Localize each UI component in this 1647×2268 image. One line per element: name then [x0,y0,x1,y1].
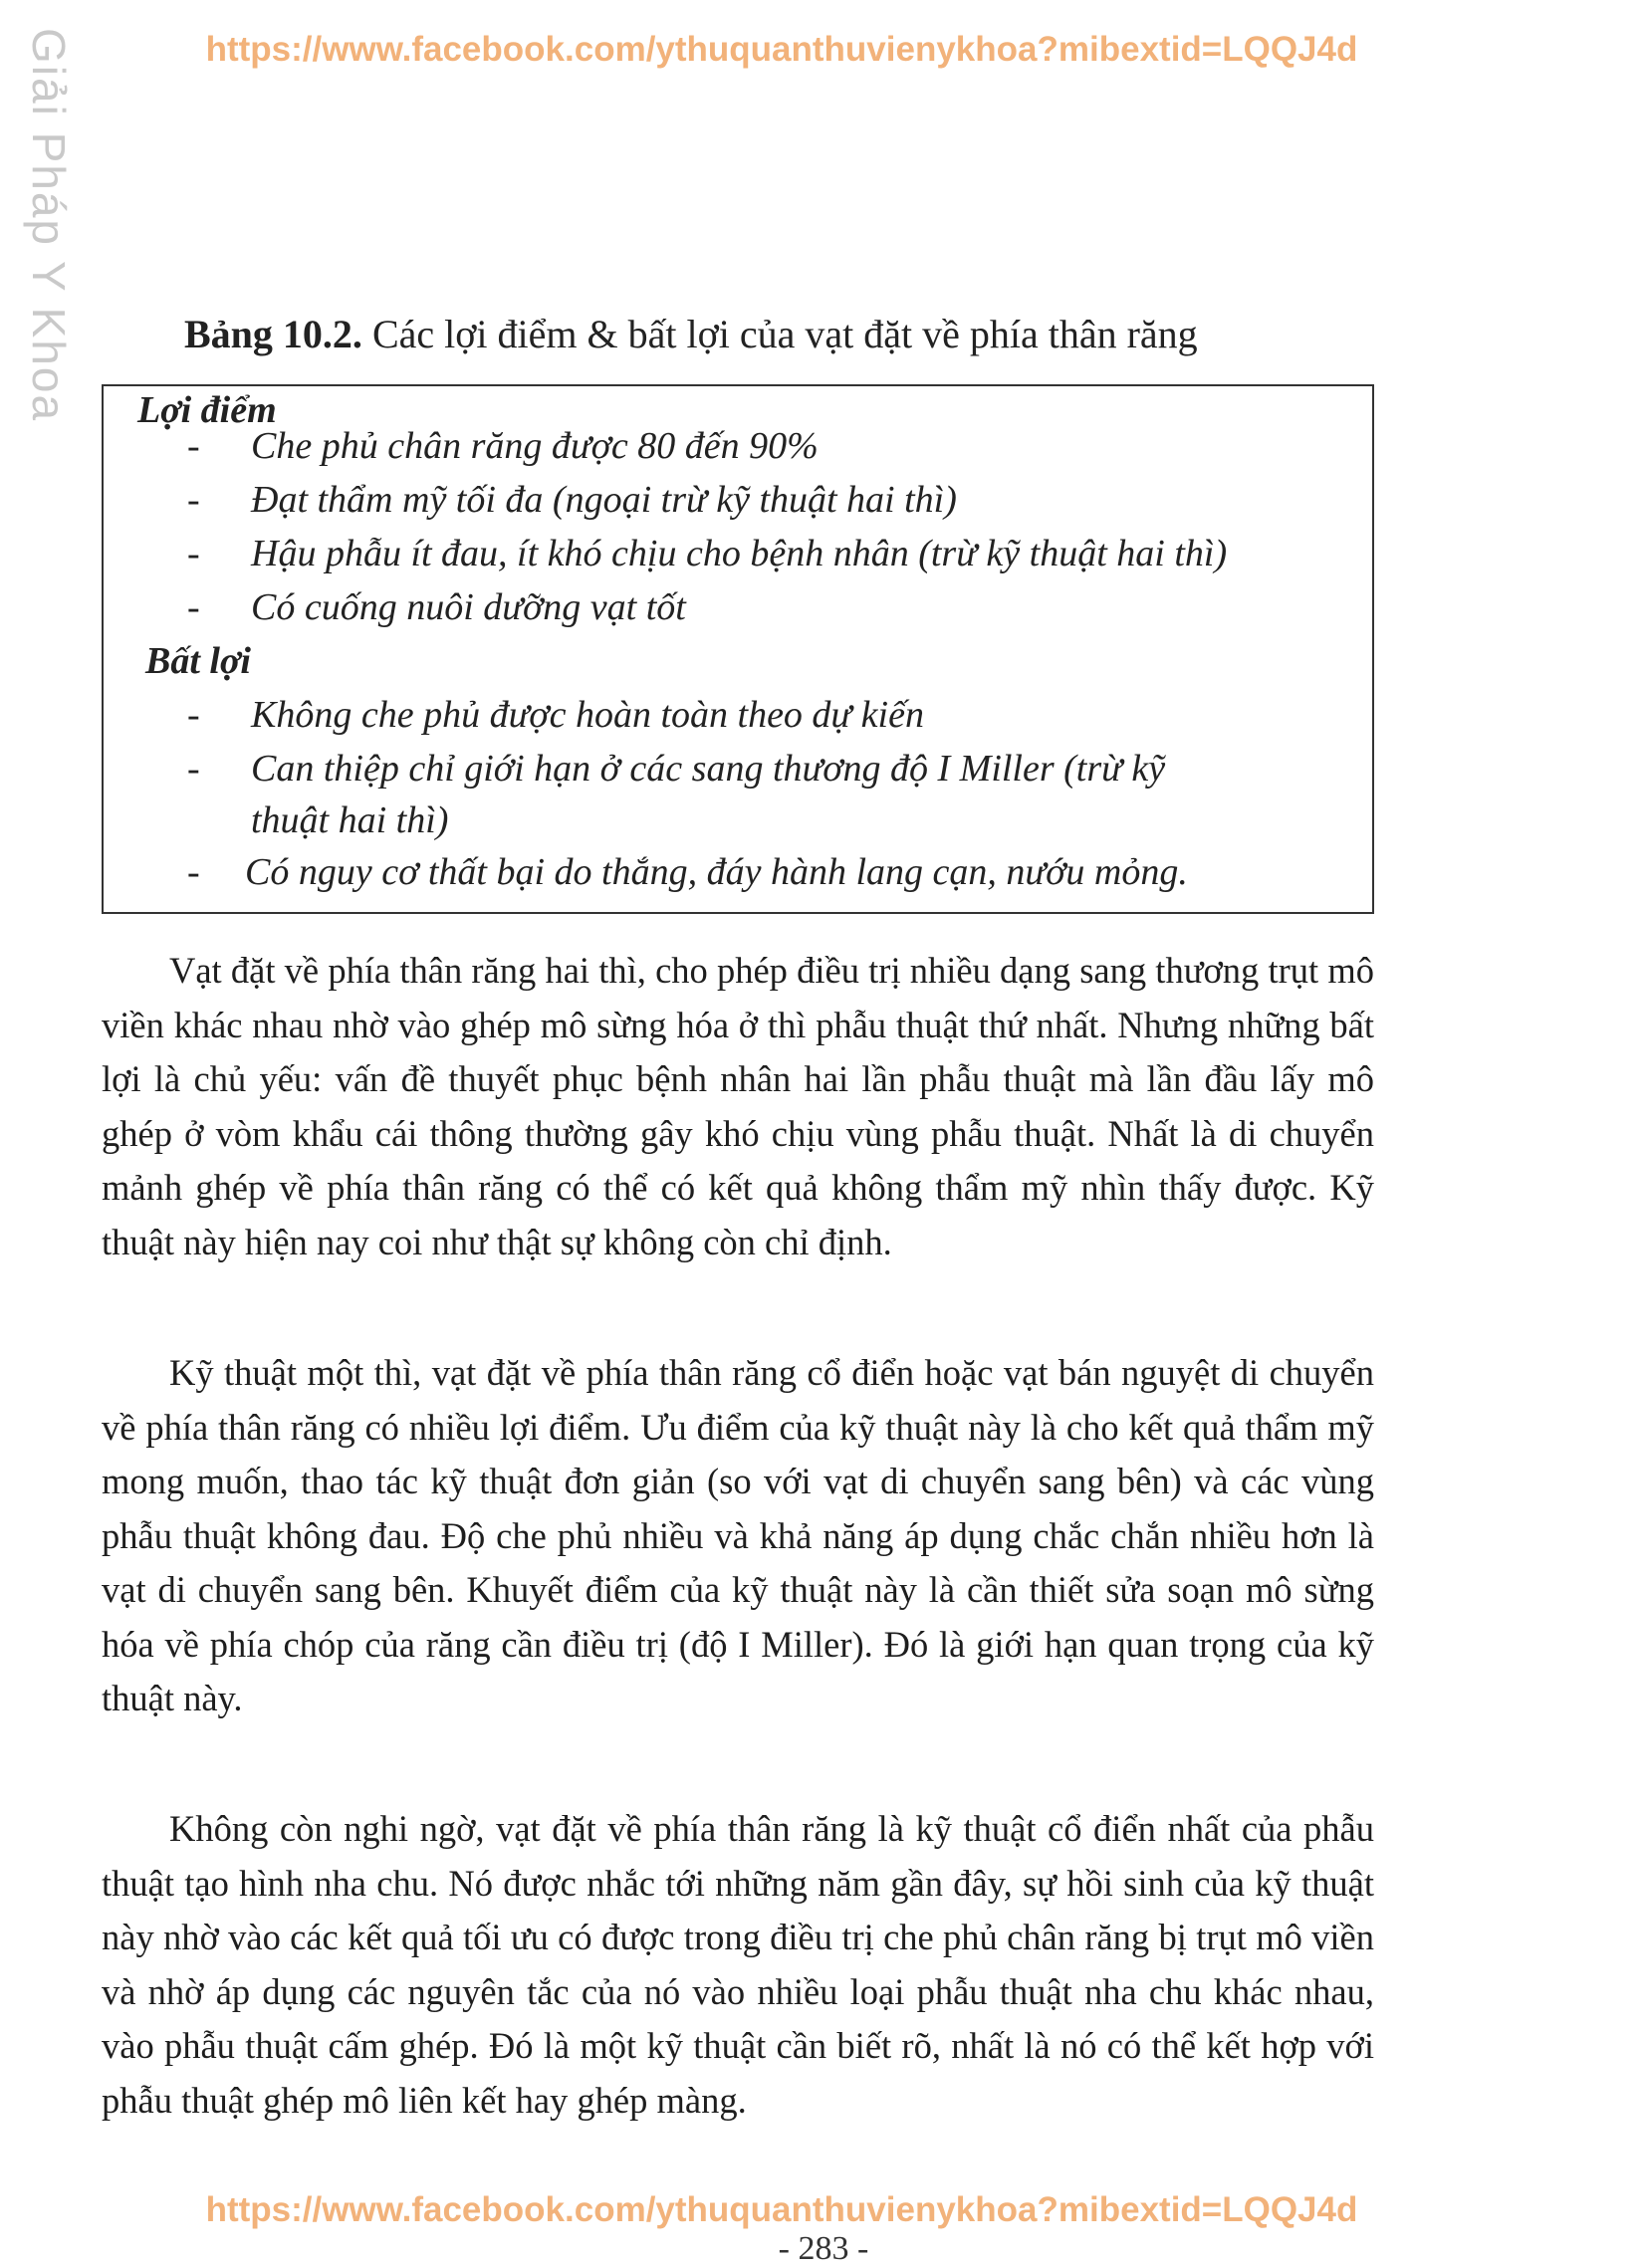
bullet-dash: - [187,425,200,467]
bullet-dash: - [187,479,200,521]
disadvantages-heading: Bất lợi [145,640,251,682]
disadvantage-text: Có nguy cơ thất bại do thắng, đáy hành lang cạn, nướu mỏng. [245,851,1188,893]
body-paragraph-1: Vạt đặt về phía thân răng hai thì, cho phép điều trị nhiều dạng sang thương trụt mô viền khác nhau nhờ vào ghép mô sừng hóa ở thì phẫu thuật thứ nhất. Nhưng những bất lợi là chủ yếu: vấn đề thuyết phục bệnh nhân hai lần phẫu thuật mà lần đầu lấy mô ghép ở vòm khẩu cái thông thường gây khó chịu vùng phẫu thuật. Nhất là di chuyển mảnh ghép về phía thân răng có thể có kết quả không thẩm mỹ nhìn thấy được. Kỹ thuật này hiện nay coi như thật sự không còn chỉ định. [102,950,1374,1262]
advantages-disadvantages-table [102,384,1374,914]
disadvantage-text: Can thiệp chỉ giới hạn ở các sang thương độ I Miller (trừ kỹ [251,748,1166,790]
page-number: - 283 - [778,2230,869,2267]
bullet-dash: - [187,533,200,574]
advantage-text: Có cuống nuôi dưỡng vạt tốt [251,586,686,628]
table-caption [184,311,1379,357]
disadvantage-text: Không che phủ được hoàn toàn theo dự kiến [251,694,924,736]
advantage-text: Đạt thẩm mỹ tối đa (ngoại trừ kỹ thuật hai thì) [251,479,957,521]
bullet-dash: - [187,748,200,790]
body-paragraph-3: Không còn nghi ngờ, vạt đặt về phía thân răng là kỹ thuật cổ điển nhất của phẫu thuật tạo hình nha chu. Nó được nhắc tới những năm gần đây, sự hồi sinh của kỹ thuật này nhờ vào các kết quả tối ưu có được trong điều trị che phủ chân răng bị trụt mô viền và nhờ áp dụng các nguyên tắc của nó vào nhiều loại phẫu thuật nha chu khác nhau, vào phẫu thuật cấm ghép. Đó là một kỹ thuật cần biết rõ, nhất là nó có thể kết hợp với phẫu thuật ghép mô liên kết hay ghép màng. [102,1808,1374,2121]
bullet-dash: - [187,586,200,628]
advantage-text: Che phủ chân răng được 80 đến 90% [251,425,819,467]
body-paragraph-2: Kỹ thuật một thì, vạt đặt về phía thân răng cổ điển hoặc vạt bán nguyệt di chuyển về phía thân răng có nhiều lợi điểm. Ưu điểm của kỹ thuật này là cho kết quả thẩm mỹ mong muốn, thao tác kỹ thuật đơn giản (so với vạt di chuyển sang bên) và các vùng phẫu thuật không đau. Độ che phủ nhiều và khả năng áp dụng chắc chắn nhiều hơn là vạt di chuyển sang bên. Khuyết điểm của kỹ thuật này là cần thiết sửa soạn mô sừng hóa về phía chóp của răng cần điều trị (độ I Miller). Đó là giới hạn quan trọng của kỹ thuật này. [102,1352,1374,1718]
table-caption-text: Các lợi điểm & bất lợi của vạt đặt về phía thân răng [371,312,1198,356]
bullet-dash: - [187,694,200,736]
table-caption-number: Bảng 10.2. [184,312,362,356]
advantages-heading: Lợi điểm [137,389,277,431]
facebook-link-top[interactable]: https://www.facebook.com/ythuquanthuvienykhoa?mibextid=LQQJ4d [205,30,1358,69]
advantage-text: Hậu phẫu ít đau, ít khó chịu cho bệnh nhân (trừ kỹ thuật hai thì) [251,533,1228,574]
bullet-dash: - [187,851,200,893]
disadvantage-text: thuật hai thì) [251,799,449,841]
facebook-link-bottom[interactable]: https://www.facebook.com/ythuquanthuvienykhoa?mibextid=LQQJ4d [205,2190,1358,2229]
side-watermark: Giải Pháp Y Khoa [23,28,75,423]
